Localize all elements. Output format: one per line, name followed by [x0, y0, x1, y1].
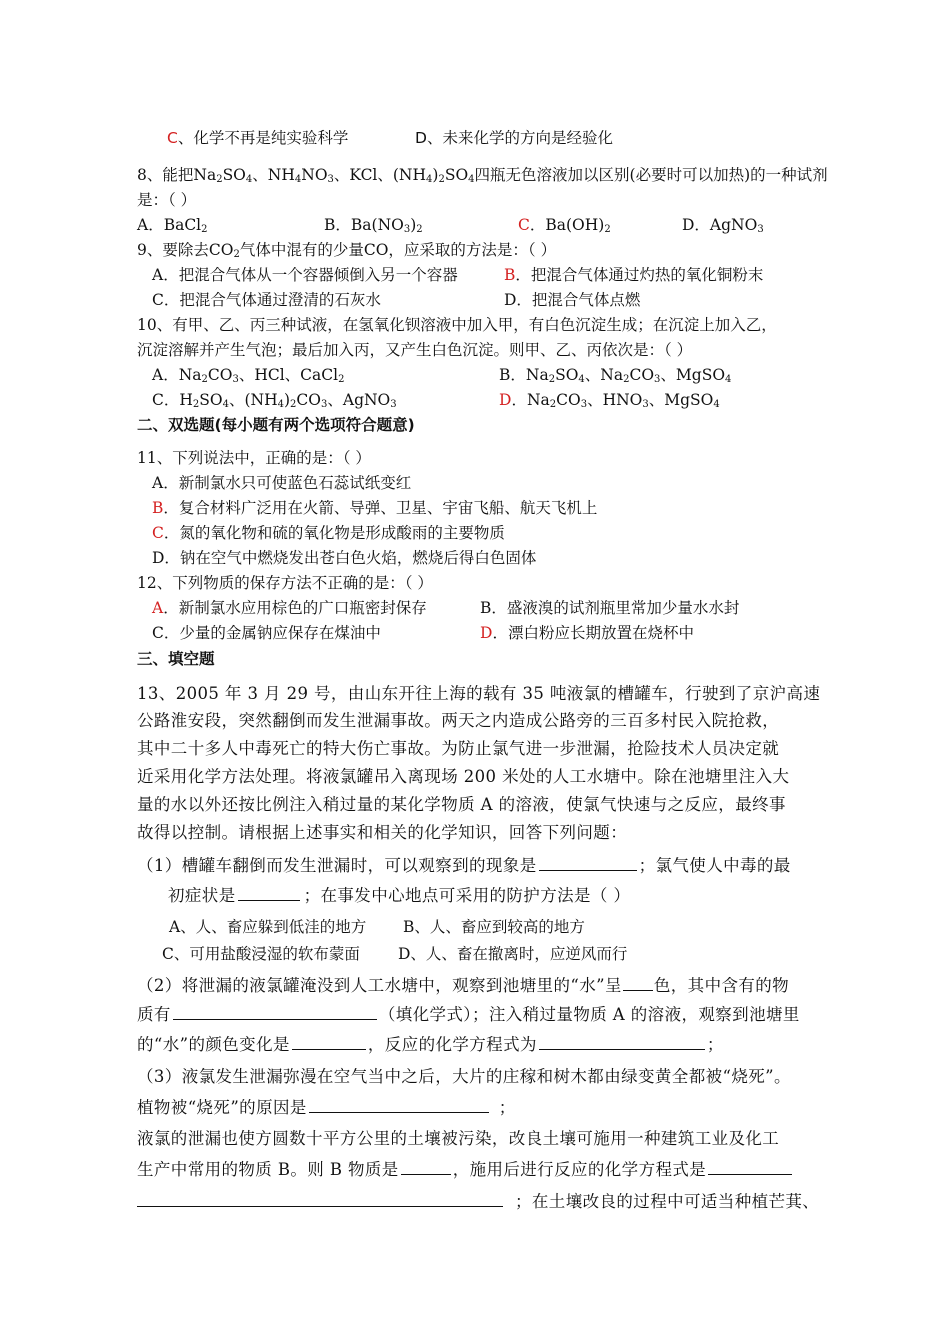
- text: 、Na: [584, 366, 624, 384]
- text: （1）槽罐车翻倒而发生泄漏时，可以观察到的现象是: [137, 856, 537, 875]
- q11-option-d: D．钠在空气中燃烧发出苍白色火焰，燃烧后得白色固体: [152, 549, 537, 567]
- text: （填化学式）；注入稍过量物质 A 的溶液，观察到池塘里: [378, 1005, 800, 1024]
- subscript: 3: [580, 399, 588, 410]
- text: SO: [444, 166, 469, 184]
- q10-option-a: [152, 365, 344, 385]
- q13-paragraph-line: 量的水以外还按比例注入稍过量的某化学物质 A 的溶液，使氯气快速与之反应，最终事: [137, 795, 786, 814]
- q13-sub3-line4: [137, 1158, 794, 1181]
- text: 、: [252, 166, 268, 184]
- text: CO: [629, 366, 655, 384]
- text: （2）将泄漏的液氯罐淹没到人工水塘中，观察到池塘里的“水”呈: [137, 976, 622, 995]
- q11-option-a: A．新制氯水只可使蓝色石蕊试纸变红: [152, 474, 412, 492]
- text: SO: [555, 366, 579, 384]
- text: ．氮的氧化物和硫的氧化物是形成酸雨的主要物质: [163, 524, 505, 542]
- q13-sub1-option-d: D、人、畜在撤离时，应逆风而行: [398, 945, 628, 963]
- q11-option-c: [152, 523, 505, 543]
- text: ，施用后进行反应的化学方程式是: [452, 1160, 707, 1179]
- q8-stem: [137, 165, 828, 185]
- text: Na: [193, 166, 217, 184]
- text: D．AgNO: [682, 216, 758, 234]
- subscript: 3: [321, 399, 328, 410]
- subscript: 3: [232, 374, 239, 385]
- q11-stem: 11、下列说法中，正确的是：（ ）: [137, 449, 371, 467]
- text: 四瓶无色溶液加以区别(必要时可以加热)的一种试剂: [474, 166, 828, 184]
- text: SO: [222, 166, 246, 184]
- subscript: 4: [578, 374, 585, 385]
- subscript: 2: [290, 399, 297, 410]
- subscript: 4: [713, 399, 720, 410]
- q13-sub1-line1: [137, 854, 791, 877]
- text: NH: [267, 166, 295, 184]
- q13-sub3-line3: 液氯的泄漏也使方圆数十平方公里的土壤被污染，改良土壤可施用一种建筑工业及化工: [137, 1129, 780, 1148]
- subscript: 3: [757, 224, 764, 235]
- subscript: 3: [327, 174, 334, 185]
- subscript: 4: [245, 174, 253, 185]
- q8-stem-cont: 是：（ ）: [137, 191, 197, 209]
- q10-stem: 10、有甲、乙、丙三种试液，在氢氧化钡溶液中加入甲，有白色沉淀生成；在沉淀上加入乙，: [137, 316, 777, 334]
- text: ；: [706, 1035, 724, 1054]
- q13-paragraph-line: 其中二十多人中毒死亡的特大伤亡事故。为防止氯气进一步泄漏，抢险技术人员决定就: [137, 739, 780, 758]
- q13-paragraph-line: 公路淮安段，突然翻倒而发生泄漏事故。两天之内造成公路旁的三百多村民入院抢救，: [137, 711, 780, 730]
- option-label: C: [518, 216, 530, 234]
- option-text: 、未来化学的方向是经验化: [426, 129, 613, 147]
- answer-blank[interactable]: [238, 884, 300, 901]
- q13-sub1-option-c: C、可用盐酸浸湿的软布蒙面: [162, 945, 360, 963]
- q12-option-d: [480, 623, 694, 643]
- q8-option-a: [137, 215, 208, 235]
- q10-stem-cont: 沉淀溶解并产生气泡；最后加入丙，又产生白色沉淀。则甲、乙、丙依次是：（ ）: [137, 341, 693, 359]
- text: ，应采取的方法是：（ ）: [388, 241, 557, 259]
- subscript: 2: [416, 224, 423, 235]
- subscript: 2: [623, 374, 630, 385]
- subscript: 2: [201, 224, 208, 235]
- subscript: 4: [725, 374, 732, 385]
- text: 生产中常用的物质 B。则 B 物质是: [137, 1160, 399, 1179]
- text: 8、能把: [137, 166, 194, 184]
- q9-option-d: D．把混合气体点燃: [504, 291, 641, 309]
- answer-blank[interactable]: [539, 854, 637, 871]
- subscript: 3: [642, 399, 649, 410]
- answer-blank[interactable]: [401, 1158, 451, 1175]
- q10-option-d: [499, 390, 720, 410]
- q9-stem: [137, 240, 556, 260]
- text: 质有: [137, 1005, 171, 1024]
- text: NO: [301, 166, 328, 184]
- q7-option-c: [167, 128, 348, 148]
- subscript: 2: [338, 374, 345, 385]
- text: 、HCl、CaCl: [238, 366, 339, 384]
- q13-sub1-line2: [168, 884, 630, 907]
- text: 、(NH: [228, 391, 278, 409]
- answer-blank[interactable]: [309, 1096, 489, 1113]
- text: CO: [363, 241, 389, 259]
- q9-option-c: C．把混合气体通过澄清的石灰水: [152, 291, 381, 309]
- q13-sub1-option-a: A、人、畜应躲到低洼的地方: [169, 918, 367, 936]
- answer-blank[interactable]: [539, 1033, 705, 1050]
- subscript: 3: [403, 224, 411, 235]
- option-label: B: [152, 499, 164, 517]
- text: SO: [199, 391, 223, 409]
- subscript: 4: [294, 174, 302, 185]
- text: ．漂白粉应长期放置在烧杯中: [492, 624, 694, 642]
- subscript: 3: [654, 374, 661, 385]
- text: ，反应的化学方程式为: [367, 1035, 537, 1054]
- option-label: C: [167, 129, 178, 147]
- section-heading-fill-in: 三、填空题: [137, 650, 215, 668]
- text: B．Na: [499, 366, 549, 384]
- answer-blank[interactable]: [708, 1158, 792, 1175]
- q8-option-c: [518, 215, 611, 235]
- option-label: C: [152, 524, 164, 542]
- option-text: 、化学不再是纯实验科学: [177, 129, 349, 147]
- option-label: D: [415, 129, 427, 147]
- q10-option-c: [152, 390, 397, 410]
- answer-blank[interactable]: [137, 1190, 503, 1207]
- q10-option-b: [499, 365, 731, 385]
- text: 初症状是: [168, 886, 236, 905]
- q13-sub3-line2: [137, 1096, 516, 1119]
- text: 、HNO: [587, 391, 643, 409]
- subscript: 4: [277, 399, 284, 410]
- text: ．新制氯水应用棕色的广口瓶密封保存: [163, 599, 427, 617]
- text: ；氯气使人中毒的最: [638, 856, 791, 875]
- q13-sub2-line1: [137, 974, 789, 997]
- text: CO: [207, 366, 233, 384]
- text: CO: [208, 241, 234, 259]
- text: ；在事发中心地点可采用的防护方法是（ ）: [303, 886, 631, 905]
- subscript: 2: [201, 374, 208, 385]
- subscript: 4: [222, 399, 229, 410]
- subscript: 2: [548, 374, 556, 385]
- q12-option-a: [152, 598, 427, 618]
- text: 、MgSO: [648, 391, 714, 409]
- subscript: 2: [233, 249, 240, 260]
- q13-sub2-line3: [137, 1033, 724, 1056]
- text: ；在土壤改良的过程中可适当种植芒萁、: [515, 1192, 820, 1211]
- answer-blank[interactable]: [292, 1033, 366, 1050]
- q12-option-b: B．盛液溴的试剂瓶里常加少量水水封: [480, 599, 740, 617]
- answer-blank[interactable]: [623, 974, 653, 991]
- section-heading-double-choice: 二、双选题(每小题有两个选项符合题意): [137, 416, 415, 434]
- subscript: 2: [604, 224, 611, 235]
- option-label: B: [504, 266, 516, 284]
- subscript: 2: [192, 399, 200, 410]
- text: ．把混合气体通过灼热的氧化铜粉末: [515, 266, 764, 284]
- q13-sub3-line1: （3）液氯发生泄漏弥漫在空气当中之后，大片的庄稼和树木都由绿变黄全都被“烧死”。: [137, 1067, 791, 1086]
- subscript: 4: [468, 174, 475, 185]
- subscript: 2: [216, 174, 223, 185]
- text: 色，其中含有的物: [653, 976, 790, 995]
- option-label: D: [499, 391, 512, 409]
- text: 、KCl、(NH: [333, 166, 427, 184]
- text: A．Na: [152, 366, 202, 384]
- answer-blank[interactable]: [173, 1003, 377, 1020]
- text: ): [410, 216, 417, 234]
- subscript: 4: [426, 174, 433, 185]
- text: ．Na: [511, 391, 550, 409]
- q13-paragraph-line: 近采用化学方法处理。将液氯罐吊入离现场 200 米处的人工水塘中。除在池塘里注入大: [137, 767, 790, 786]
- option-label: A: [152, 599, 164, 617]
- text: ): [432, 166, 439, 184]
- text: 气体中混有的少量: [239, 241, 364, 259]
- q13-paragraph-line: 13、2005 年 3 月 29 号，由山东开往上海的载有 35 吨液氯的槽罐车，行驶到了京沪高速: [137, 684, 821, 703]
- text: 、MgSO: [660, 366, 726, 384]
- q12-stem: 12、下列物质的保存方法不正确的是：（ ）: [137, 574, 433, 592]
- q8-option-d: [682, 215, 764, 235]
- text: 的“水”的颜色变化是: [137, 1035, 290, 1054]
- q13-sub3-line5: [137, 1190, 819, 1213]
- text: 、AgNO: [327, 391, 391, 409]
- q13-paragraph-line: 故得以控制。请根据上述事实和相关的化学知识，回答下列问题：: [137, 823, 628, 842]
- q9-option-b: [504, 265, 763, 285]
- subscript: 2: [438, 174, 445, 185]
- subscript: 3: [390, 399, 397, 410]
- text: ；: [498, 1098, 516, 1117]
- text: CO: [556, 391, 581, 409]
- text: B．Ba(NO: [324, 216, 404, 234]
- q13-sub2-line2: [137, 1003, 800, 1026]
- text: ．Ba(OH): [529, 216, 605, 234]
- q13-sub1-option-b: B、人、畜应到较高的地方: [403, 918, 585, 936]
- q11-option-b: [152, 498, 597, 518]
- text: A．BaCl: [137, 216, 202, 234]
- option-label: D: [480, 624, 493, 642]
- text: 植物被“烧死”的原因是: [137, 1098, 307, 1117]
- q9-option-a: A．把混合气体从一个容器倾倒入另一个容器: [152, 266, 458, 284]
- text: C．H: [152, 391, 193, 409]
- q7-option-d: [415, 128, 613, 148]
- text: 9、要除去: [137, 241, 209, 259]
- text: ．复合材料广泛用在火箭、导弹、卫星、宇宙飞船、航天飞机上: [163, 499, 598, 517]
- subscript: 2: [549, 399, 557, 410]
- text: ): [283, 391, 291, 409]
- q12-option-c: C．少量的金属钠应保存在煤油中: [152, 624, 381, 642]
- text: CO: [296, 391, 321, 409]
- q8-option-b: [324, 215, 423, 235]
